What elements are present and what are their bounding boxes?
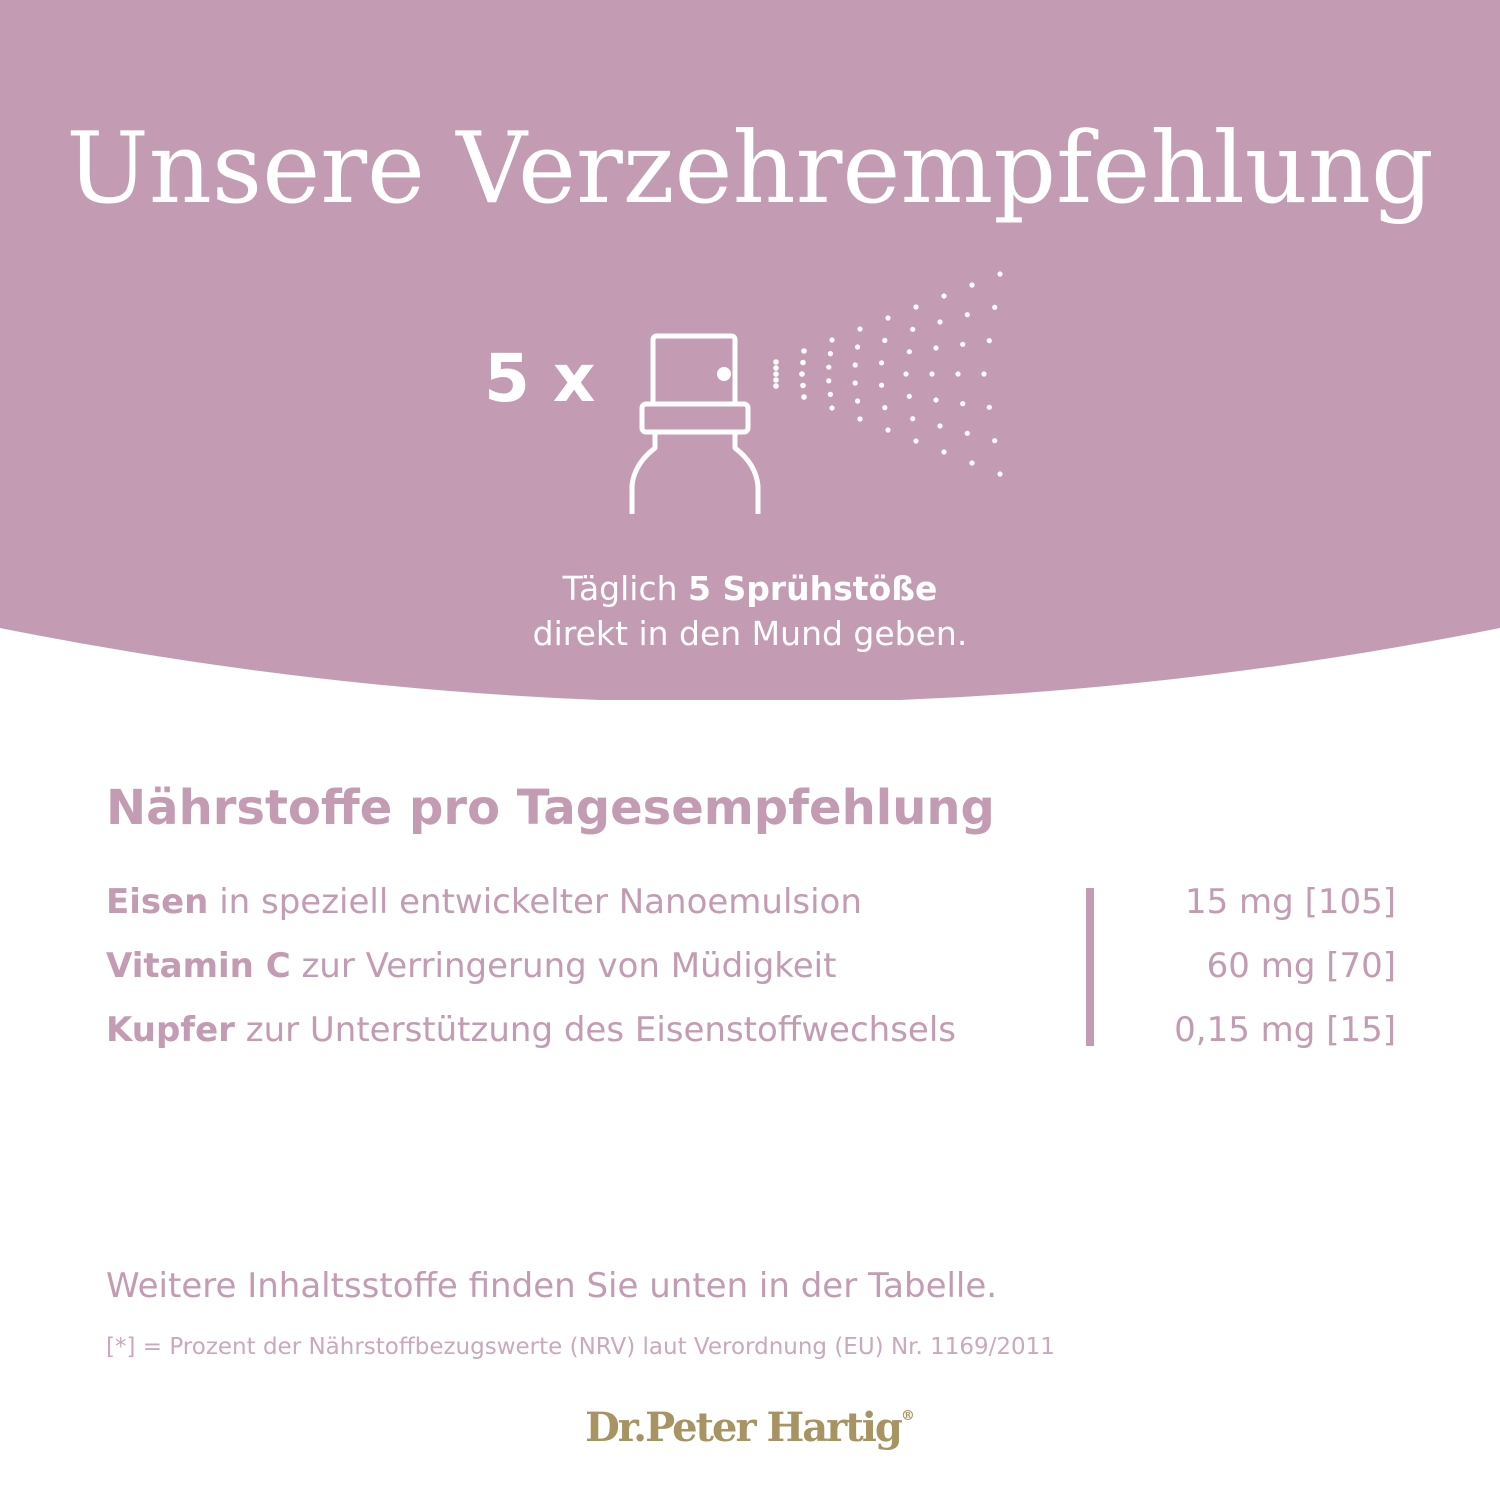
spray-dot bbox=[913, 438, 918, 443]
spray-dot bbox=[965, 312, 970, 317]
spray-dot bbox=[969, 460, 974, 465]
spray-dot bbox=[882, 405, 887, 410]
nutrient-amount: 0,15 mg [15] bbox=[1174, 1010, 1396, 1050]
nutrient-name: Vitamin C bbox=[106, 946, 291, 986]
spray-dot bbox=[828, 351, 833, 356]
spray-dot bbox=[879, 383, 884, 388]
spray-dot bbox=[828, 392, 833, 397]
instruction-bold: 5 Sprühstöße bbox=[688, 569, 938, 608]
spray-dot bbox=[855, 344, 860, 349]
spray-dot bbox=[987, 405, 992, 410]
nutrient-name: Kupfer bbox=[106, 1010, 235, 1050]
spray-dot bbox=[937, 319, 942, 324]
spray-dot bbox=[855, 398, 860, 403]
spray-dot bbox=[885, 315, 890, 320]
nrv-footnote: [*] = Prozent der Nährstoffbezugswerte (NRV) laut Verordnung (EU) Nr. 1169/2011 bbox=[106, 1334, 1055, 1360]
spray-dot bbox=[997, 471, 1002, 476]
spray-dot bbox=[937, 423, 942, 428]
more-ingredients-note: Weitere Inhaltsstoffe finden Sie unten in der Tabelle. bbox=[106, 1266, 998, 1306]
spray-dot bbox=[933, 397, 938, 402]
nutrient-amount: 15 mg [105] bbox=[1184, 882, 1396, 922]
spray-dot bbox=[941, 449, 946, 454]
spray-dot bbox=[960, 342, 965, 347]
spray-dot bbox=[826, 365, 831, 370]
spray-dot bbox=[882, 338, 887, 343]
spray-dot bbox=[913, 304, 918, 309]
nutrient-label bbox=[106, 946, 836, 986]
brand-logo bbox=[0, 1404, 1500, 1451]
spray-dot bbox=[853, 380, 858, 385]
spray-dot bbox=[987, 338, 992, 343]
spray-dot bbox=[910, 327, 915, 332]
nutrient-description: in speziell entwickelter Nanoemulsion bbox=[208, 882, 862, 922]
instruction-line2: direkt in den Mund geben. bbox=[532, 614, 968, 653]
spray-dot bbox=[829, 337, 834, 342]
nutrient-amount: 60 mg [70] bbox=[1206, 946, 1396, 986]
spray-dot bbox=[992, 305, 997, 310]
spray-dot bbox=[773, 371, 779, 377]
nutrient-label bbox=[106, 1010, 956, 1050]
spray-dot bbox=[885, 427, 890, 432]
spray-dot bbox=[969, 282, 974, 287]
spray-dot bbox=[857, 416, 862, 421]
spray-dot bbox=[799, 371, 805, 377]
page-title: Unsere Verzehrempfehlung bbox=[66, 112, 1434, 226]
spray-dot bbox=[829, 405, 834, 410]
spray-dot bbox=[826, 378, 831, 383]
instruction-prefix: Täglich bbox=[562, 569, 689, 608]
spray-dot bbox=[992, 438, 997, 443]
spray-dot bbox=[933, 345, 938, 350]
usage-instruction bbox=[0, 566, 1500, 656]
spray-dot bbox=[965, 431, 970, 436]
spray-dot bbox=[903, 371, 908, 376]
spray-dot bbox=[800, 383, 806, 389]
spray-dot bbox=[960, 401, 965, 406]
nutrient-description: zur Verringerung von Müdigkeit bbox=[290, 946, 837, 986]
spray-dot bbox=[910, 416, 915, 421]
spray-dot bbox=[800, 360, 806, 366]
nutrients-title: Nährstoffe pro Tagesempfehlung bbox=[106, 780, 995, 836]
nutrient-row bbox=[106, 946, 1396, 996]
spray-dot bbox=[773, 359, 779, 365]
spray-dot bbox=[801, 348, 807, 354]
spray-dot bbox=[929, 371, 934, 376]
nutrient-row bbox=[106, 882, 1396, 932]
nutrient-name: Eisen bbox=[106, 882, 209, 922]
brand-logo-text: Dr.Peter Hartig bbox=[585, 1404, 901, 1451]
spray-dot bbox=[907, 394, 912, 399]
spray-dot bbox=[907, 349, 912, 354]
spray-dot bbox=[773, 383, 779, 389]
spray-dot bbox=[853, 362, 858, 367]
spray-dot bbox=[941, 293, 946, 298]
spray-dot bbox=[773, 377, 779, 383]
spray-bottle-icon bbox=[620, 270, 1040, 520]
nutrient-description: zur Unterstützung des Eisenstoffwechsels bbox=[234, 1010, 956, 1050]
spray-dot bbox=[773, 365, 779, 371]
nutrient-row bbox=[106, 1010, 1396, 1060]
spray-dot bbox=[997, 271, 1002, 276]
nutrient-label bbox=[106, 882, 862, 922]
spray-dot bbox=[857, 326, 862, 331]
column-divider bbox=[1086, 888, 1094, 1046]
spray-dot bbox=[955, 371, 960, 376]
spray-dot bbox=[801, 394, 807, 400]
registered-mark: ® bbox=[900, 1408, 915, 1424]
dose-count: 5 x bbox=[484, 340, 596, 417]
spray-dot bbox=[981, 371, 986, 376]
spray-dot bbox=[879, 360, 884, 365]
